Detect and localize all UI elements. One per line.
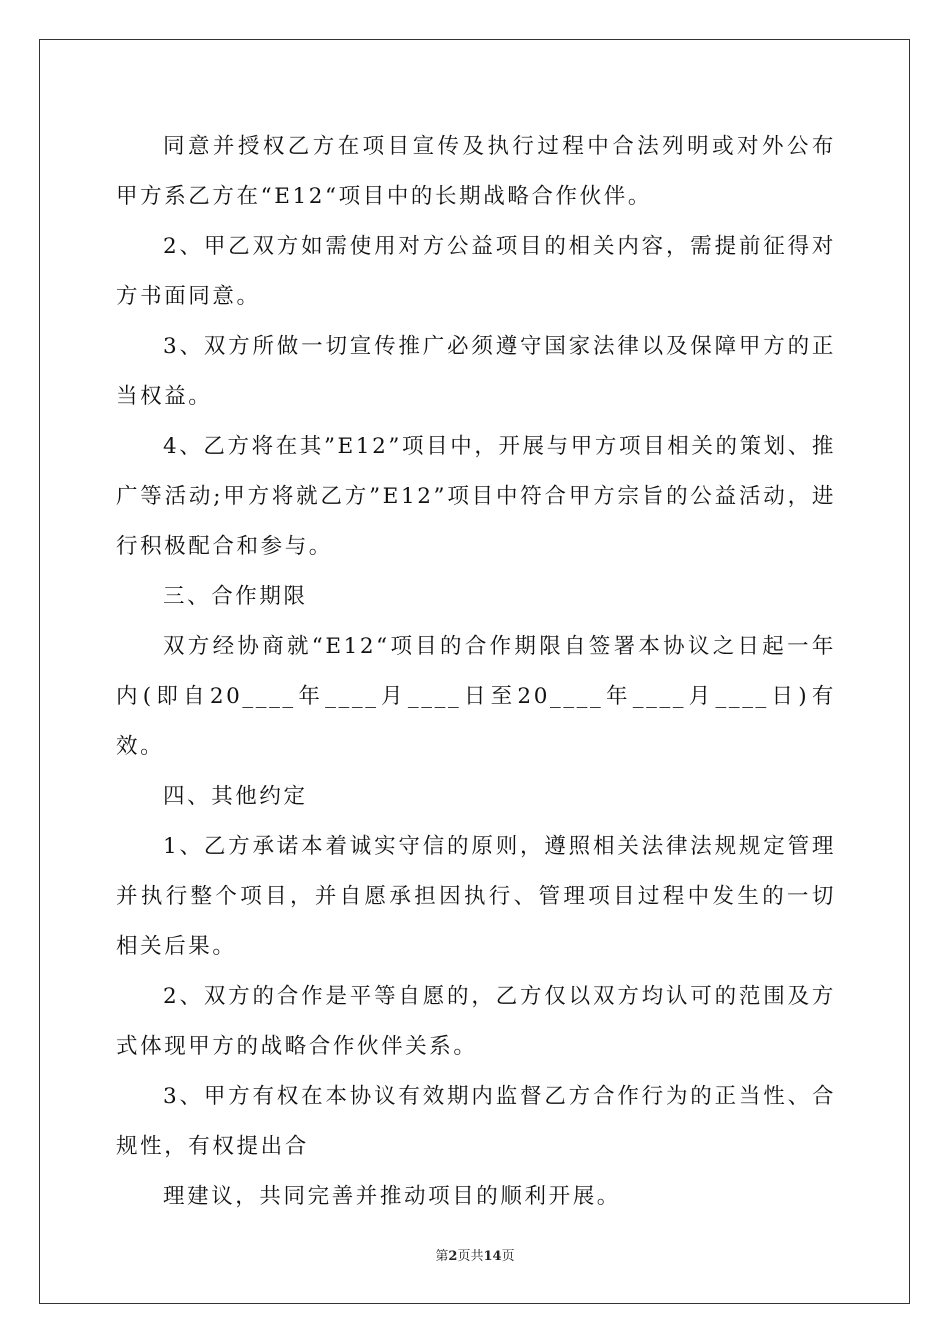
paragraph: 理建议，共同完善并推动项目的顺利开展。 — [163, 1184, 621, 1209]
paragraph: 1、乙方承诺本着诚实守信的原则，遵照相关法律法规规定管理并执行整个项目，并自愿承担因执行、管理项目过程中发生的一切相关后果。 — [116, 834, 836, 959]
paragraph: 同意并授权乙方在项目宣传及执行过程中合法列明或对外公布甲方系乙方在“E12“项目中的长期战略合作伙伴。 — [116, 134, 836, 209]
paragraph: 双方经协商就“E12“项目的合作期限自签署本协议之日起一年内(即自20____年____月____日至20____年____月____日)有效。 — [116, 634, 836, 759]
paragraph: 2、甲乙双方如需使用对方公益项目的相关内容，需提前征得对方书面同意。 — [116, 234, 836, 309]
footer-page-suffix: 页 — [457, 1249, 471, 1264]
footer-total-number: 14 — [483, 1249, 502, 1264]
footer-total-prefix: 共 — [470, 1249, 484, 1264]
paragraph: 2、双方的合作是平等自愿的，乙方仅以双方均认可的范围及方式体现甲方的战略合作伙伴关系。 — [116, 984, 836, 1059]
footer-page-number: 2 — [448, 1249, 458, 1264]
paragraph: 3、甲方有权在本协议有效期内监督乙方合作行为的正当性、合规性，有权提出合 — [116, 1084, 836, 1159]
section-heading: 三、合作期限 — [163, 584, 308, 609]
page-footer — [0, 1245, 950, 1264]
footer-page-prefix: 第 — [435, 1249, 449, 1264]
document-body — [116, 122, 836, 1222]
footer-total-suffix: 页 — [501, 1249, 515, 1264]
section-heading: 四、其他约定 — [163, 784, 308, 809]
paragraph: 4、乙方将在其”E12”项目中，开展与甲方项目相关的策划、推广等活动;甲方将就乙方”E12”项目中符合甲方宗旨的公益活动，进行积极配合和参与。 — [116, 434, 836, 559]
paragraph: 3、双方所做一切宣传推广必须遵守国家法律以及保障甲方的正当权益。 — [116, 334, 836, 409]
